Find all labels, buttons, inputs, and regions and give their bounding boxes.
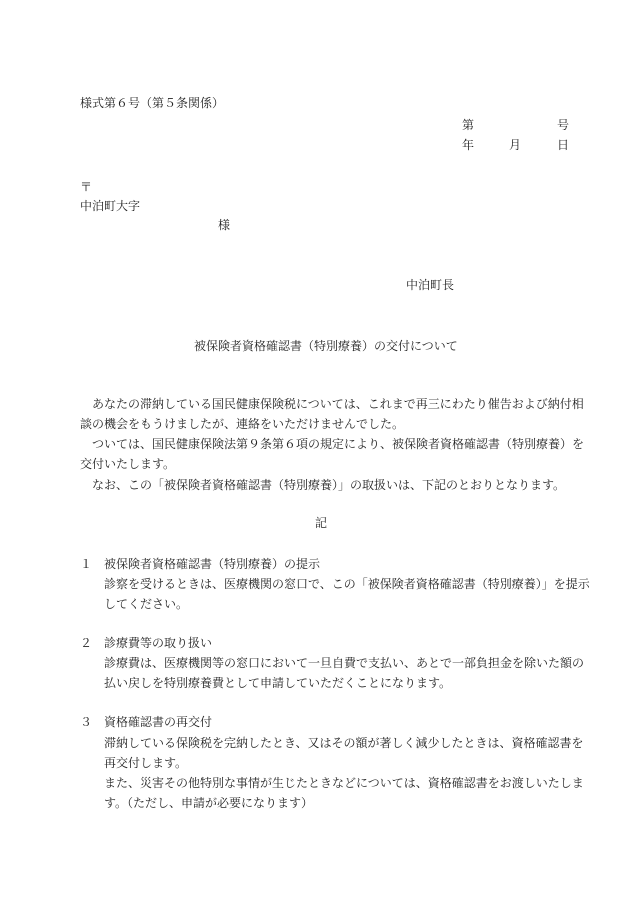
item-1-number: １ <box>80 557 93 571</box>
item-3-line-4: す。（ただし、申請が必要になります） <box>104 796 314 810</box>
sender: 中泊町長 <box>406 278 455 292</box>
item-1-line-1: 診察を受けるときは、医療機関の窓口で、この「被保険者資格確認書（特別療養）」を提示 <box>104 577 590 591</box>
item-2-number: ２ <box>80 636 93 650</box>
item-2-line-1: 診療費は、医療機関等の窓口において一旦自費で支払い、あとで一部負担金を除いた額の <box>104 656 585 670</box>
item-3-line-3: また、災害その他特別な事情が生じたときなどについては、資格確認書をお渡しいたしま <box>104 776 584 790</box>
body-paragraph-2-line-1: ついては、国民健康保険法第９条第６項の規定により、被保険者資格確認書（特別療養）を <box>92 437 585 451</box>
body-paragraph-3-line-1: なお、この「被保険者資格確認書（特別療養）」の取扱いは、下記のとおりとなります。 <box>92 478 566 492</box>
address: 中泊町大字 <box>80 199 141 213</box>
number-go: 号 <box>557 118 570 132</box>
item-1-line-2: してください。 <box>104 597 189 611</box>
date-year: 年 <box>462 138 475 152</box>
item-3-number: ３ <box>80 715 93 729</box>
body-paragraph-1-line-2: 談の機会をもうけましたが、連絡をいただけませんでした。 <box>80 417 405 431</box>
body-paragraph-1-line-1: あなたの滞納している国民健康保険税については、これまで再三にわたり催告および納付相 <box>92 397 584 411</box>
postal-mark: 〒 <box>80 180 93 194</box>
form-label: 様式第６号（第５条関係） <box>80 96 225 110</box>
item-2-title: 診療費等の取り扱い <box>104 636 213 650</box>
recipient-suffix: 様 <box>218 218 231 232</box>
number-dai: 第 <box>462 118 475 132</box>
ki-heading: 記 <box>315 516 328 530</box>
document-title: 被保険者資格確認書（特別療養）の交付について <box>194 339 458 353</box>
item-3-title: 資格確認書の再交付 <box>104 715 213 729</box>
item-3-line-2: 再交付します。 <box>104 756 188 770</box>
item-3-line-1: 滞納している保険税を完納したとき、又はその額が著しく減少したときは、資格確認書を <box>104 736 584 750</box>
item-2-line-2: 払い戻しを特別療養費として申請していただくことになります。 <box>104 676 452 690</box>
date-day: 日 <box>557 138 570 152</box>
item-1-title: 被保険者資格確認書（特別療養）の提示 <box>104 557 321 571</box>
body-paragraph-2-line-2: 交付いたします。 <box>80 457 176 471</box>
date-month: 月 <box>509 138 522 152</box>
